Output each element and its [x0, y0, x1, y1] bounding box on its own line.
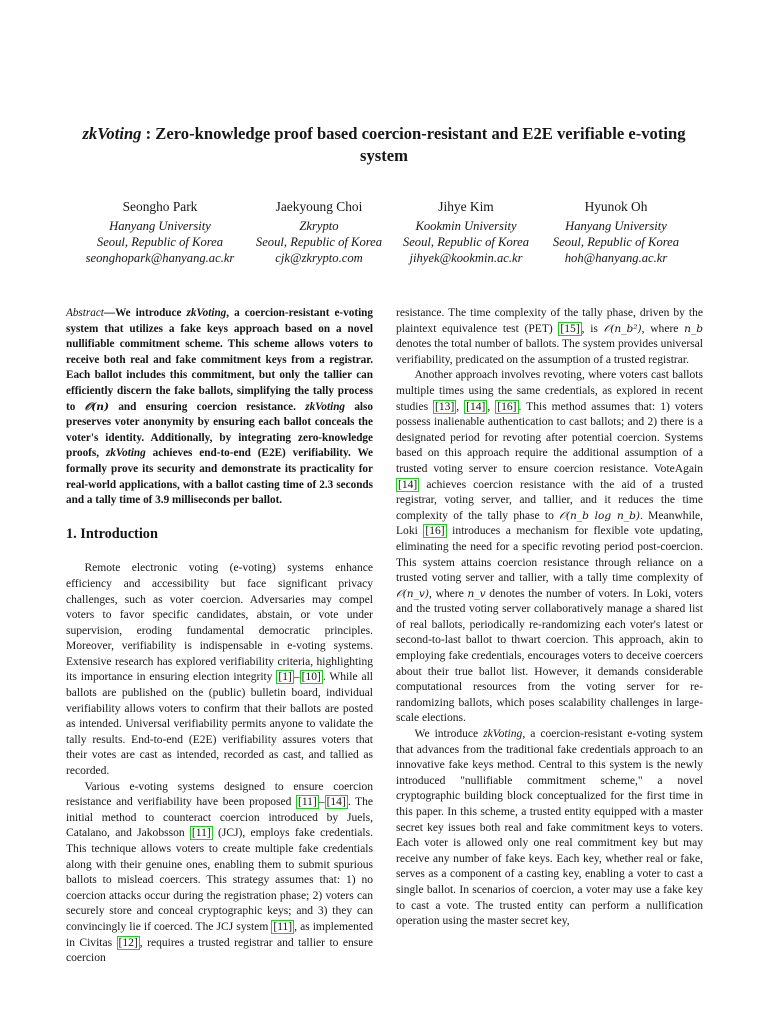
- paragraph-text: ,: [487, 400, 496, 413]
- paragraph-text: . While all ballots are published on the (public) bulletin board, individual verifiability allows voters to confirm that their ballots are posted as intended. Universal verifiability permits anyone to validate the tally results. End-to-end (E2E) verifiability assures voters that their votes are cast as intended, recorded as cast, and tallied as recorded.: [66, 671, 373, 778]
- author-email: seonghopark@hanyang.ac.kr: [85, 251, 235, 265]
- paper-title: [80, 123, 688, 167]
- author-email: cjk@zkrypto.com: [275, 251, 363, 265]
- math-expression: 𝒪(n_b log n_b): [559, 509, 640, 522]
- abstract-text: and ensuring coercion resistance.: [109, 400, 306, 413]
- section-heading: 1. Introduction: [66, 525, 158, 542]
- citation-link[interactable]: [14]: [466, 400, 486, 413]
- author-name: Jaekyoung Choi: [275, 199, 363, 214]
- abstract-text: also preserves voter anonymity by ensuring each ballot conceals the voter's identity. Additionally, by integrating zero-knowledge proofs,: [66, 400, 373, 460]
- author-location: Seoul, Republic of Korea: [96, 235, 224, 249]
- paragraph-text: ,: [456, 400, 465, 413]
- math-expression: 𝒪(n_b²): [603, 322, 642, 335]
- title-text: : Zero-knowledge proof based coercion-resistant and E2E verifiable e-voting system: [141, 124, 686, 165]
- math-expression: n_v: [467, 587, 486, 600]
- paragraph: [66, 780, 373, 967]
- author-affiliation: Zkrypto: [299, 219, 339, 233]
- paragraph-text: denotes the number of voters. In Loki, voters and the trusted voting server collaboratively manage a shared list of real ballots, periodically re-randomizing each voter's latest or second-to-last ballot to thwart coercion. This approach, akin to employing fake credentials, encourages voters to deceive coercers about their true ballot list. However, it demands considerable computational resources from the voting server for re-randomizing ballots, which poses scalability challenges in large-scale elections.: [396, 587, 703, 725]
- paragraph-text: , where: [429, 587, 468, 600]
- paragraph-text: –: [293, 671, 300, 684]
- paragraph: [66, 561, 373, 779]
- abstract-text: , a coercion-resistant e-voting system that utilizes a fake keys approach based on a novel nullifiable commitment scheme. This scheme allows voters to receive both real and fake commitment keys from a registrar. Each ballot includes this commitment, but only the tallier can efficiently discern the fake ballots, simplifying the tally process to: [66, 307, 373, 413]
- author-affiliation: Kookmin University: [415, 219, 517, 233]
- paragraph-text: (JCJ), employs fake credentials. This technique allows voters to create multiple fake credentials along with their genuine ones, enabling them to submit spurious ballots to mislead coercers. This strategy assumes that: 1) no coercion attacks occur during the registration phase; 2) voters can securely store and conceal cryptographic keys; and 3) they can convincingly lie if coerced. The JCJ system: [66, 827, 373, 933]
- abstract: [66, 306, 373, 509]
- system-name: zkVoting: [305, 400, 346, 413]
- system-name: zkVoting: [483, 728, 523, 741]
- author-location: Seoul, Republic of Korea: [402, 235, 530, 249]
- paragraph-text: , where: [641, 322, 685, 335]
- citation-link[interactable]: [13]: [435, 400, 455, 413]
- right-column: [396, 306, 703, 930]
- paragraph-text: . Meanwhile, Loki: [396, 509, 704, 538]
- abstract-text: achieves end-to-end (E2E) verifiability. We formally prove its security and demonstrate its practicality for real-world applications, with a ballot casting time of 2.3 seconds and a tally time of 3.9 milliseconds per ballot.: [66, 447, 373, 507]
- citation-link[interactable]: [14]: [326, 796, 346, 809]
- author-affiliation: Hanyang University: [565, 219, 667, 233]
- citation-link[interactable]: [11]: [297, 796, 317, 809]
- paragraph-text: . This method assumes that: 1) voters possess inalienable authentication to cast ballots; and 2) there is a designated period for revoting after potential coercion. Systems based on this approach require the additional assumption of a trusted voting server to ensure coercion resistance. VoteAgain: [396, 400, 703, 475]
- paragraph-text: –: [318, 796, 325, 809]
- citation-link[interactable]: [16]: [497, 400, 517, 413]
- abstract-text: We introduce: [115, 307, 187, 319]
- paragraph-text: , is: [581, 322, 604, 335]
- author-location: Seoul, Republic of Korea: [255, 235, 383, 249]
- paragraph: [396, 368, 703, 727]
- math-expression: 𝒪(n_v): [396, 587, 430, 600]
- paragraph-text: , a coercion-resistant e-voting system that advances from the traditional fake credentials approach to an innovative fake keys method. Central to this system is the newly introduced "nullifiable commitment scheme," a novel cryptographic building block conceptualized for the first time in this paper. In this scheme, a trusted entity equipped with a master secret key issues both real and fake commitment keys to voters. Each voter is allowed only one real commitment key but may receive any number of fake keys. Each key, whether real or fake, serves as a component of a casting key, enabling a voter to cast a single ballot. In scenarios of coercion, a voter may use a fake key to cast a vote. The trusted entity can perform a nullification operation using the master secret key,: [396, 728, 703, 928]
- paragraph-text: resistance. The time complexity of the tally phase, driven by the plaintext equivalence test (PET): [396, 307, 703, 335]
- system-name: zkVoting: [105, 447, 146, 460]
- author-name: Seongho Park: [122, 199, 198, 214]
- paragraph-text: introduces a mechanism for flexible vote updating, eliminating the need for a specific revoting period post-coercion. This system attains coercion resistance through reliance on a trusted voting server and tallier, with a tally time complexity of: [396, 525, 703, 585]
- citation-link[interactable]: [15]: [560, 322, 580, 335]
- left-column: [66, 306, 373, 967]
- citation-link[interactable]: [11]: [273, 920, 293, 933]
- abstract-dash: —: [103, 307, 116, 319]
- paragraph-text: , as implemented in Civitas: [66, 920, 373, 949]
- author-email: hoh@hanyang.ac.kr: [564, 251, 668, 265]
- author-affiliation: Hanyang University: [109, 219, 211, 233]
- author-email: jihyek@kookmin.ac.kr: [409, 251, 523, 265]
- paragraph-text: , requires a trusted registrar and tallier to ensure coercion: [66, 936, 373, 965]
- paragraph-text: . The initial method to counteract coercion introduced by Juels, Catalano, and Jakobsson: [66, 796, 373, 840]
- paragraph-text: Remote electronic voting (e-voting) systems enhance efficiency and accessibility but face significant privacy challenges, such as voter coercion. Adversaries may compel voters to favor specific candidates, abstain, or vote under supervision, eroding fundamental democratic principles. Moreover, verifiability is indispensable in e-voting systems. Extensive research has explored verifiability criteria, highlighting its importance in ensuring election integrity: [66, 562, 373, 684]
- author-location: Seoul, Republic of Korea: [552, 235, 680, 249]
- paragraph-text: achieves coercion resistance with the aid of a trusted registrar, voting server, and tallier, and it reduces the time complexity of the tally phase to: [396, 478, 703, 522]
- author-block: [70, 199, 250, 266]
- citation-link[interactable]: [12]: [118, 936, 138, 949]
- math-expression: 𝒪(n): [84, 400, 110, 413]
- author-name: Hyunok Oh: [584, 199, 648, 214]
- citation-link[interactable]: [16]: [425, 525, 445, 538]
- paragraph: [396, 306, 703, 368]
- paragraph-text: denotes the total number of ballots. The system provides universal verifiability, predicated on the assumption of a trusted registrar.: [396, 338, 703, 366]
- abstract-label: Abstract: [66, 307, 104, 319]
- title-system-name: zkVoting: [82, 124, 142, 143]
- citation-link[interactable]: [14]: [398, 478, 418, 491]
- author-block: [526, 199, 706, 266]
- system-name: zkVoting: [186, 307, 227, 319]
- paragraph-text: Another approach involves revoting, where voters cast ballots multiple times using the same credentials, as explored in recent studies: [396, 369, 703, 413]
- paragraph-text: Various e-voting systems designed to ensure coercion resistance and verifiability have been proposed: [66, 780, 373, 809]
- citation-link[interactable]: [11]: [191, 827, 211, 840]
- citation-link[interactable]: [10]: [301, 671, 321, 684]
- math-expression: n_b: [684, 322, 703, 335]
- paragraph: [396, 727, 703, 930]
- author-name: Jihye Kim: [438, 199, 494, 214]
- citation-link[interactable]: [1]: [278, 671, 292, 684]
- paragraph-text: We introduce: [414, 728, 484, 741]
